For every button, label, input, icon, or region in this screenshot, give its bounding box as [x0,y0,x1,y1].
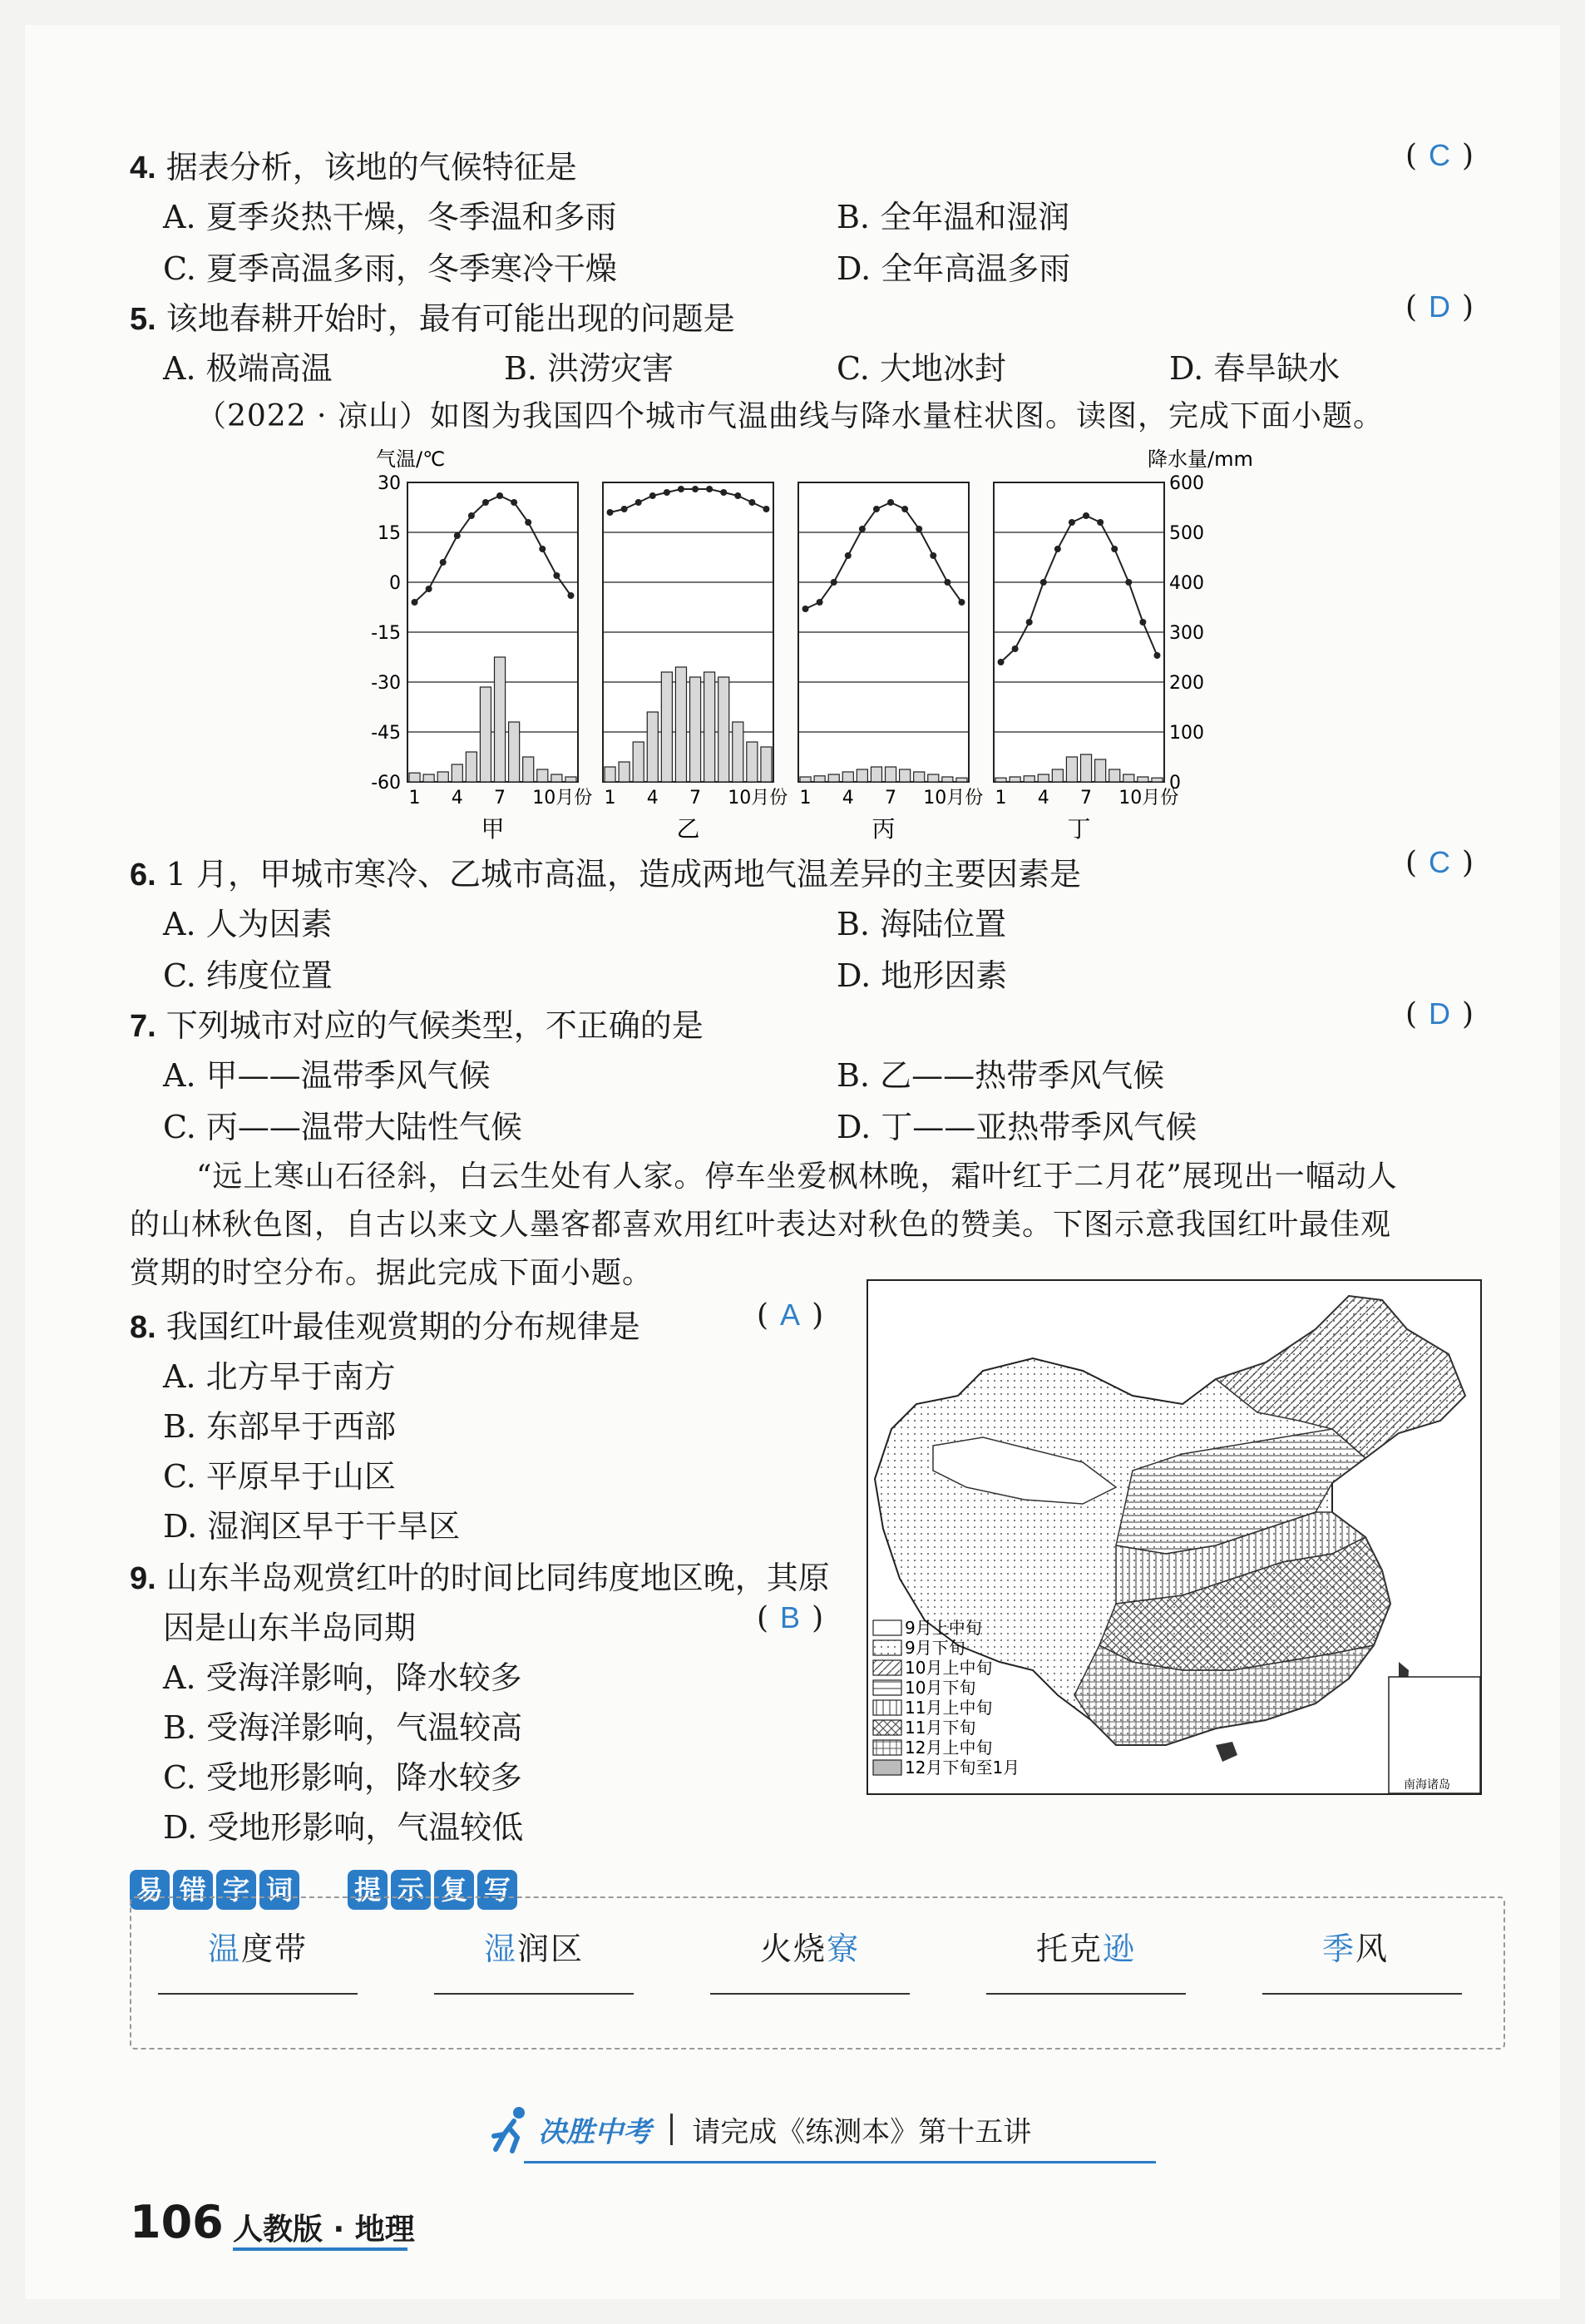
precip-bar [466,752,476,782]
precip-bar [842,772,853,782]
x-tick: 7 [885,788,897,808]
temperature-point [1040,579,1047,586]
precip-bar [633,742,644,782]
answer-5: ( D ) [1405,289,1474,324]
temperature-point [482,499,489,506]
precip-bar [1052,769,1063,782]
climate-chart-1 [407,482,592,843]
legend-label: 9月上中旬 [905,1618,982,1638]
legend-swatch [873,1620,901,1635]
climate-chart-2 [603,482,788,843]
answer-4: ( C ) [1405,138,1474,173]
word-5-rest: 风 [1355,1931,1390,1967]
q6-option-d: D. 地形因素 [837,957,1008,994]
tag-char: 错 [173,1870,213,1910]
footer-divider [670,2114,673,2145]
x-tick: 4 [1037,788,1049,808]
q8-option-d: D. 湿润区早于干旱区 [163,1508,461,1545]
word-5-highlight: 季 [1322,1931,1356,1967]
precip-bar [1024,776,1034,782]
y-right-tick: 0 [1169,773,1181,794]
temperature-point [706,486,713,492]
word-3-highlight: 寮 [827,1931,861,1967]
runner-icon [487,2104,534,2154]
word-5 [1322,1923,1389,1969]
write-line-3[interactable] [710,1993,910,1995]
temperature-point [454,532,461,539]
precip-bar [675,667,686,782]
legend-swatch [873,1640,901,1655]
tag-char: 提 [348,1870,388,1910]
x-tick: 1 [799,788,812,808]
answer-7: ( D ) [1405,996,1474,1031]
footer-banner [487,2104,1031,2154]
precip-bar [733,722,743,782]
precip-bar [423,774,434,782]
temperature-point [607,509,614,516]
precip-bar [605,767,615,782]
climate-chart-3 [798,482,983,843]
temperature-point [621,506,628,512]
precip-bar [1010,777,1020,782]
precip-bar [928,774,939,782]
q6-option-c: C. 纬度位置 [163,957,333,994]
question-4: 4. 据表分析，该地的气候特征是 [130,149,577,185]
temperature-point [998,659,1005,665]
precip-bar [886,767,896,782]
temperature-point [1097,519,1104,526]
precip-bar [747,742,758,782]
climate-charts [358,441,1272,848]
temperature-point [802,606,809,612]
legend-label: 10月上中旬 [905,1658,993,1678]
question-7: 7. 下列城市对应的气候类型，不正确的是 [130,1007,704,1044]
question-8-text: 我国红叶最佳观赏期的分布规律是 [165,1308,640,1345]
word-3-rest: 火烧 [760,1931,827,1967]
x-tick: 10月份 [1118,788,1179,808]
footer-brand: 决胜中考 [538,2115,652,2149]
x-tick: 10月份 [532,788,593,808]
y-left-tick: -15 [371,623,401,644]
precip-bar [900,769,911,782]
q8-option-c: C. 平原早于山区 [163,1458,396,1495]
write-line-5[interactable] [1262,1993,1462,1995]
temperature-point [1111,546,1118,552]
temperature-point [734,492,741,499]
answer-8-value: A [780,1298,801,1332]
question-6: 6. 1 月，甲城市寒冷、乙城市高温，造成两地气温差异的主要因素是 [130,856,1082,893]
tag-char: 易 [130,1870,170,1910]
south-sea-inset-label: 南海诸岛 [1404,1778,1450,1792]
q9-option-d: D. 受地形影响，气温较低 [163,1809,524,1846]
temperature-point [511,499,517,506]
city-name-2: 乙 [676,815,700,843]
y-left-axis-label: 气温/℃ [376,447,446,471]
temperature-point [859,526,866,532]
temperature-point [930,552,936,559]
legend-swatch [873,1660,901,1675]
y-right-axis-label: 降水量/mm [1148,447,1253,471]
question-8: 8. 我国红叶最佳观赏期的分布规律是 [130,1308,640,1345]
precip-bar [761,747,772,782]
tag-char: 写 [477,1870,517,1910]
edition-label: 人教版 · 地理 [233,2213,415,2247]
china-red-leaf-map [867,1279,1482,1795]
q4-option-c: C. 夏季高温多雨，冬季寒冷干燥 [163,250,617,287]
temperature-point [649,492,656,499]
legend-swatch [873,1700,901,1715]
legend-label: 11月上中旬 [905,1698,993,1718]
legend-swatch [873,1680,901,1695]
temperature-point [817,599,823,606]
temperature-point [678,486,684,492]
temperature-point [1139,619,1146,626]
precip-bar [690,677,701,782]
temperature-point [496,492,503,499]
x-tick: 10月份 [923,788,984,808]
precip-bar [495,657,506,782]
legend-swatch [873,1720,901,1735]
city-name-1: 甲 [481,815,505,843]
legend-label: 12月下旬至1月 [905,1758,1020,1778]
legend-label: 9月下旬 [905,1638,965,1658]
q9-option-b: B. 受海洋影响，气温较高 [163,1709,523,1746]
temperature-point [1069,519,1075,526]
q5-option-d: D. 春旱缺水 [1169,350,1341,387]
question-9-text-line-1: 山东半岛观赏红叶的时间比同纬度地区晚，其原 [165,1560,830,1596]
temperature-point [567,592,574,599]
temperature-point [440,559,447,566]
precip-bar [1095,759,1106,782]
precip-bar [565,777,576,782]
precip-bar [1081,754,1092,782]
x-tick: 7 [689,788,702,808]
precip-bar [956,778,967,782]
q4-option-b: B. 全年温和湿润 [837,199,1070,235]
x-tick: 4 [842,788,854,808]
question-6-text: 1 月，甲城市寒冷、乙城市高温，造成两地气温差异的主要因素是 [165,856,1082,893]
q6-option-a: A. 人为因素 [163,906,333,942]
precip-bar [647,712,658,782]
word-practice-box [130,1896,1505,2050]
precip-bar [452,764,462,782]
legend-swatch [873,1740,901,1755]
tag-char: 词 [259,1870,299,1910]
y-left-tick: -30 [371,673,401,694]
word-4 [1036,1923,1136,1969]
temperature-point [426,586,432,592]
city-name-4: 丁 [1067,815,1091,843]
precip-bar [800,777,811,782]
x-tick: 1 [408,788,421,808]
precip-bar [551,774,562,782]
q4-option-d: D. 全年高温多雨 [837,250,1071,287]
precip-bar [661,672,672,782]
word-1 [208,1923,308,1969]
temperature-point [468,512,475,519]
precip-bar [814,776,825,782]
precip-bar [1066,757,1077,782]
tag-char: 复 [434,1870,474,1910]
question-9-text-line-2: 因是山东半岛同期 [163,1609,417,1646]
q8-option-a: A. 北方早于南方 [163,1358,396,1395]
precip-bar [704,672,715,782]
precip-bar [523,757,534,782]
city-name-3: 丙 [872,815,896,843]
y-right-tick: 600 [1169,473,1204,494]
textbook-page [25,25,1560,2299]
answer-8: ( A ) [757,1298,824,1333]
precip-bar [480,687,491,782]
q9-option-c: C. 受地形影响，降水较多 [163,1759,522,1796]
answer-9: ( B ) [757,1600,824,1635]
y-left-tick: 30 [378,473,401,494]
precip-bar [942,777,953,782]
q8-option-b: B. 东部早于西部 [163,1408,397,1445]
q7-option-a: A. 甲——温带季风气候 [163,1057,491,1094]
word-3 [760,1923,860,1969]
legend-label: 11月下旬 [905,1718,976,1738]
precip-bar [537,769,548,782]
temperature-point [1054,546,1061,552]
q9-option-a: A. 受海洋影响，降水较多 [163,1659,522,1696]
temperature-point [1125,579,1132,586]
legend-label: 12月上中旬 [905,1738,993,1758]
south-sea-inset [1389,1677,1480,1793]
precip-bar [1109,769,1120,782]
precip-bar [619,762,630,782]
temperature-point [635,499,642,506]
x-tick: 7 [494,788,506,808]
intro-climate-charts: （2022 · 凉山）如图为我国四个城市气温曲线与降水量柱状图。读图，完成下面小题。 [196,399,1384,433]
precip-bar [914,772,925,782]
intro-red-leaves-line-1: “远上寒山石径斜，白云生处有人家。停车坐爱枫林晚，霜叶红于二月花”展现出一幅动人 [196,1160,1398,1194]
temperature-point [539,546,546,552]
word-1-highlight: 温 [208,1931,242,1967]
temperature-point [664,489,670,496]
temperature-point [553,572,560,579]
temperature-point [831,579,837,586]
temperature-point [692,486,699,492]
intro-red-leaves-line-2: 的山林秋色图，自古以来文人墨客都喜欢用红叶表达对秋色的赞美。下图示意我国红叶最佳观 [130,1208,1392,1242]
answer-5-value: D [1429,289,1451,324]
answer-6-value: C [1429,845,1451,879]
temperature-point [525,519,531,526]
temperature-point [873,506,880,512]
question-5: 5. 该地春耕开始时，最有可能出现的问题是 [130,300,735,337]
word-1-rest: 度带 [241,1931,309,1967]
question-9: 9. 山东半岛观赏红叶的时间比同纬度地区晚，其原 [130,1560,830,1596]
precip-bar [409,773,420,782]
temperature-point [845,552,852,559]
q6-option-b: B. 海陆位置 [837,906,1007,942]
temperature-point [901,506,908,512]
q7-option-d: D. 丁——亚热带季风气候 [837,1109,1197,1145]
question-5-text: 该地春耕开始时，最有可能出现的问题是 [165,300,735,337]
temperature-point [958,599,965,606]
edition-underline [233,2247,407,2251]
question-7-text: 下列城市对应的气候类型，不正确的是 [165,1007,704,1044]
climate-chart-4 [994,482,1178,843]
answer-7-value: D [1429,996,1451,1031]
y-left-tick: 15 [378,523,401,544]
temperature-point [887,499,894,506]
legend-swatch [873,1760,901,1775]
legend-label: 10月下旬 [905,1678,976,1698]
temperature-point [1012,645,1019,652]
precip-bar [828,774,839,782]
y-right-tick: 200 [1169,673,1204,694]
temperature-point [1083,512,1089,519]
y-left-tick: -45 [371,723,401,744]
precip-bar [718,677,729,782]
y-right-tick: 400 [1169,573,1204,594]
x-tick: 1 [604,788,616,808]
q4-option-a: A. 夏季炎热干燥，冬季温和多雨 [163,199,617,235]
answer-9-value: B [780,1600,801,1634]
word-2-highlight: 湿 [484,1931,518,1967]
answer-4-value: C [1429,138,1451,172]
question-4-text: 据表分析，该地的气候特征是 [165,149,577,185]
temperature-point [944,579,951,586]
word-2 [484,1923,584,1969]
q7-option-b: B. 乙——热带季风气候 [837,1057,1165,1094]
precip-bar [1138,777,1148,782]
footer-underline [524,2161,1156,2163]
q5-option-b: B. 洪涝灾害 [504,350,674,387]
word-2-rest: 润区 [517,1931,585,1967]
precip-bar [995,778,1006,782]
temperature-point [1026,619,1033,626]
q7-option-c: C. 丙——温带大陆性气候 [163,1109,522,1145]
y-left-tick: 0 [389,573,401,594]
x-tick: 4 [646,788,659,808]
precip-bar [871,767,881,782]
tag-char: 字 [216,1870,256,1910]
temperature-point [748,499,755,506]
answer-6: ( C ) [1405,845,1474,880]
x-tick: 1 [995,788,1007,808]
q5-option-a: A. 极端高温 [163,350,333,387]
precip-bar [1123,774,1134,782]
precip-bar [509,722,520,782]
precip-bar [1038,774,1049,782]
temperature-point [763,506,769,512]
temperature-point [1153,652,1160,659]
x-tick: 4 [451,788,463,808]
temperature-point [720,489,727,496]
precip-bar [437,772,448,782]
x-tick: 10月份 [728,788,788,808]
y-right-tick: 100 [1169,723,1204,744]
word-4-highlight: 逊 [1103,1931,1137,1967]
tag-char: 示 [391,1870,431,1910]
word-4-rest: 托克 [1036,1931,1104,1967]
temperature-point [412,599,418,606]
y-left-tick: -60 [371,773,401,794]
intro-red-leaves-line-3: 赏期的时空分布。据此完成下面小题。 [130,1256,654,1290]
y-right-tick: 300 [1169,623,1204,644]
x-tick: 7 [1080,788,1093,808]
write-line-4[interactable] [986,1993,1186,1995]
footer-task: 请完成《练测本》第十五讲 [692,2115,1032,2149]
precip-bar [1152,778,1163,782]
q5-option-c: C. 大地冰封 [837,350,1006,387]
write-line-2[interactable] [434,1993,634,1995]
y-right-tick: 500 [1169,523,1204,544]
page-number: 106 [130,2196,224,2248]
precip-bar [857,769,867,782]
temperature-point [916,526,922,532]
write-line-1[interactable] [158,1993,358,1995]
